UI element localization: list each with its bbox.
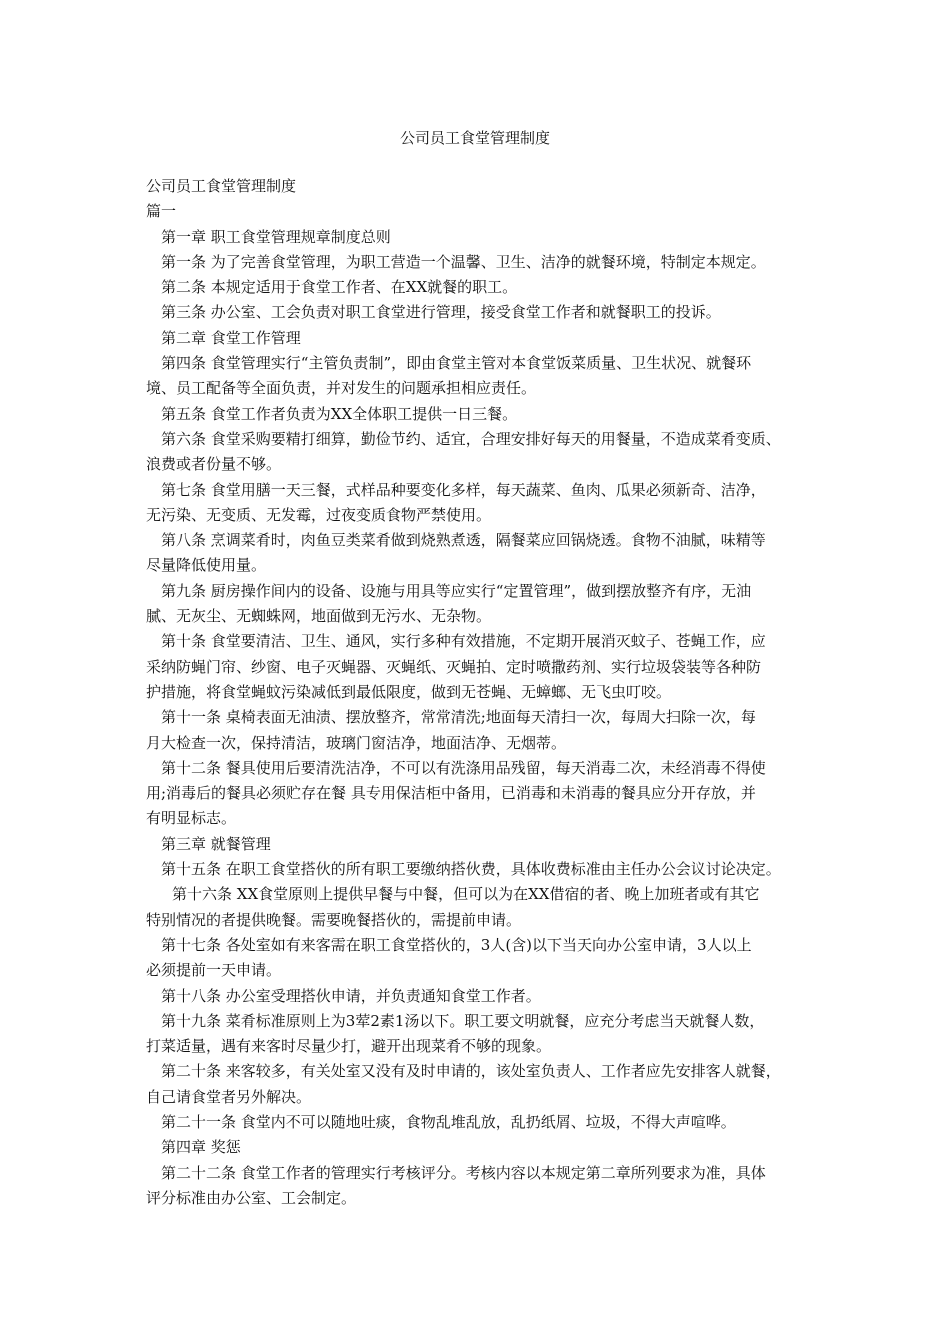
text-line: 月大检查一次，保持清洁，玻璃门窗洁净，地面洁净、无烟蒂。 [146,733,567,752]
text-line: 采纳防蝇门帘、纱窗、电子灭蝇器、灭蝇纸、灭蝇拍、定时喷撒药剂、实行垃圾袋装等各种防 [146,657,762,676]
text-line: 第十五条 在职工食堂搭伙的所有职工要缴纳搭伙费，具体收费标准由主任办公会议讨论决定。 [161,860,781,879]
text-line: 第一章 职工食堂管理规章制度总则 [161,227,391,246]
text-line: 第十条 食堂要清洁、卫生、通风，实行多种有效措施，不定期开展消灭蚊子、苍蝇工作，应 [161,632,766,651]
text-line: 自己请食堂者另外解决。 [146,1087,312,1106]
document-body [146,174,816,1211]
text-line: 第二十条 来客较多，有关处室又没有及时申请的，该处室负责人、工作者应先安排客人就餐， [161,1062,781,1081]
text-line: 评分标准由办公室、工会制定。 [146,1188,357,1207]
text-line: 尽量降低使用量。 [146,556,267,575]
text-line: 第二十二条 食堂工作者的管理实行考核评分。考核内容以本规定第二章所列要求为准，具体 [161,1163,766,1182]
text-line: 第三条 办公室、工会负责对职工食堂进行管理，接受食堂工作者和就餐职工的投诉。 [161,303,721,322]
text-line: 第十九条 菜肴标准原则上为3荤2素1汤以下。职工要文明就餐，应充分考虑当天就餐人数， [161,1011,765,1030]
text-line: 打菜适量，遇有来客时尽量少打，避开出现菜肴不够的现象。 [146,1037,552,1056]
text-line: 第十一条 桌椅表面无油渍、摆放整齐，常常清洗;地面每天清扫一次，每周大扫除一次，每 [161,708,756,727]
text-line: 第二章 食堂工作管理 [161,328,301,347]
text-line: 第十七条 各处室如有来客需在职工食堂搭伙的，3人(含)以下当天向办公室申请，3人以上 [161,935,752,954]
text-line: 无污染、无变质、无发霉，过夜变质食物严禁使用。 [146,505,492,524]
text-line: 第十八条 办公室受理搭伙申请，并负责通知食堂工作者。 [161,986,541,1005]
text-line: 第八条 烹调菜肴时，肉鱼豆类菜肴做到烧熟煮透，隔餐菜应回锅烧透。食物不油腻，味精等 [161,531,766,550]
text-line: 腻、无灰尘、无蜘蛛网，地面做到无污水、无杂物。 [146,607,492,626]
text-line: 第二十一条 食堂内不可以随地吐痰，食物乱堆乱放，乱扔纸屑、垃圾，不得大声喧哗。 [161,1112,736,1131]
text-line: 第一条 为了完善食堂管理，为职工营造一个温馨、卫生、洁净的就餐环境，特制定本规定。 [161,252,766,271]
text-line: 特别情况的者提供晚餐。需要晚餐搭伙的，需提前申请。 [146,910,522,929]
text-line: 第七条 食堂用膳一天三餐，式样品种要变化多样，每天蔬菜、鱼肉、瓜果必须新奇、洁净， [161,480,766,499]
text-line: 第四条 食堂管理实行“主管负责制”，即由食堂主管对本食堂饭菜质量、卫生状况、就餐环 [161,354,752,373]
text-line: 护措施，将食堂蝇蚊污染减低到最低限度，做到无苍蝇、无蟑螂、无飞虫叮咬。 [146,682,672,701]
text-line: 第十六条 XX食堂原则上提供早餐与中餐，但可以为在XX借宿的者、晚上加班者或有其它 [172,885,760,904]
text-line: 必须提前一天申请。 [146,961,282,980]
text-line: 第四章 奖惩 [161,1138,241,1157]
text-line: 第六条 食堂采购要精打细算，勤俭节约、适宜，合理安排好每天的用餐量，不造成菜肴变质、 [161,429,781,448]
text-line: 第九条 厨房操作间内的设备、设施与用具等应实行“定置管理”，做到摆放整齐有序，无油 [161,581,752,600]
text-line: 有明显标志。 [146,809,237,828]
text-line: 篇一 [146,202,177,221]
text-line: 第五条 食堂工作者负责为XX全体职工提供一日三餐。 [161,404,518,423]
text-line: 第十二条 餐具使用后要清洗洁净，不可以有洗涤用品残留，每天消毒二次，未经消毒不得使 [161,758,766,777]
text-line: 浪费或者份量不够。 [146,455,282,474]
text-line: 第三章 就餐管理 [161,834,271,853]
document-title: 公司员工食堂管理制度 [399,129,550,147]
text-line: 境、员工配备等全面负责，并对发生的问题承担相应责任。 [146,379,537,398]
text-line: 公司员工食堂管理制度 [146,177,297,195]
text-line: 用;消毒后的餐具必须贮存在餐 具专用保洁柜中备用，已消毒和未消毒的餐具应分开存放，并 [146,784,756,803]
text-line: 第二条 本规定适用于食堂工作者、在XX就餐的职工。 [161,278,518,297]
